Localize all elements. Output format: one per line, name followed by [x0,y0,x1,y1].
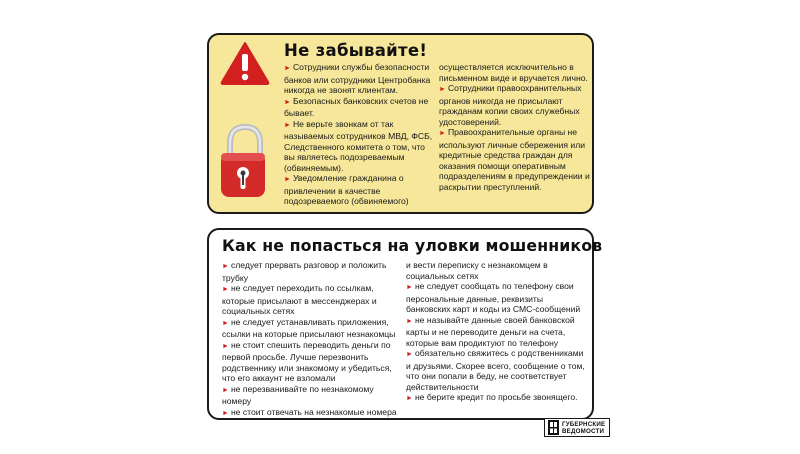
bullet-marker-icon: ► [222,409,229,417]
list-item: ► не стоит спешить переводить деньги по первой просьбе. Лучше перезвонить родственнику или знакомому и убедиться, что его аккаунт не взломали [222,339,392,383]
list-item: ► следует прервать разговор и положить трубку [222,260,387,283]
bullet-marker-icon: ► [284,65,291,72]
list-item: ► не следует устанавливать приложения, ссылки на которые присылают незнакомцы [222,316,396,339]
list-item: ► не перезванивайте по незнакомому номеру [222,383,374,406]
warning-triangle-icon [219,40,271,86]
bullet-marker-icon: ► [406,284,413,291]
list-item: ► не стоит отвечать на незнакомые номера [222,406,397,417]
bullet-marker-icon: ► [222,263,229,270]
warning-column-1 [284,62,436,207]
bullet-marker-icon: ► [406,317,413,325]
list-item: ► Безопасных банковских счетов не бывает. [284,95,429,118]
bullet-marker-icon: ► [284,98,291,106]
bullet-marker-icon: ► [406,351,413,358]
warning-panel [207,33,594,214]
list-item: ► обязательно свяжитесь с родственниками и друзьями. Скорее всего, сообщение о том, что они попали в беду, не соответствует действительности [406,348,585,392]
list-item: осуществляется исключительно в письменном виде и вручается лично. [439,62,588,83]
bullet-marker-icon: ► [406,395,413,402]
list-item: и вести переписку с незнакомцем в социальных сетях [406,260,548,281]
list-item: ► не берите кредит по просьбе звонящего. [406,392,578,402]
list-item: ► Не верьте звонкам от так называемых сотрудников МВД, ФСБ, Следственного комитета о том, что вы являетесь подозреваемым (обвиняемым). [284,118,433,173]
list-item: ► Правоохранительные органы не используют личные сбережения или кредитные средства граждан для оказания помощи оперативным подразделениям в предупреждении и раскрытии преступлений. [439,127,590,192]
padlock-icon [217,119,269,201]
logo-line-1: ГУБЕРНСКИЕ [562,420,606,428]
publisher-logo [544,418,610,437]
tips-panel [207,228,603,420]
newspaper-logo-icon [548,420,559,435]
bullet-marker-icon: ► [439,86,446,93]
tips-title: Как не попасться на уловки мошенников [222,236,603,255]
warning-column-2 [439,62,591,192]
list-item: ► не следует сообщать по телефону свои персональные данные, реквизиты банковских карт и коды из СМС-сообщений [406,281,581,314]
bullet-marker-icon: ► [284,176,291,183]
bullet-marker-icon: ► [284,121,291,129]
logo-line-2: ВЕДОМОСТИ [562,427,605,435]
list-item: ► Уведомление гражданина о привлечении в качестве подозреваемого (обвиняемого) [284,173,409,206]
list-item: ► не следует переходить по ссылкам, которые присылают в мессенджерах и социальных сетях [222,283,377,316]
tips-column-1 [222,260,402,419]
bullet-marker-icon: ► [222,386,229,394]
list-item: ► не называйте данные своей банковской карты и не переводите деньги на счета, которые вам продиктуют по телефону [406,314,575,348]
bullet-marker-icon: ► [222,342,229,350]
bullet-marker-icon: ► [222,286,229,293]
tips-column-2 [406,260,589,405]
warning-title: Не забывайте! [284,41,428,60]
bullet-marker-icon: ► [439,130,446,137]
list-item: ► Сотрудники службы безопасности банков или сотрудники Центробанка никогда не звонят клиентам. [284,62,431,95]
list-item: ► Сотрудники правоохранительных органов никогда не присылают гражданам копии своих служебных удостоверений. [439,83,582,127]
bullet-marker-icon: ► [222,319,229,327]
